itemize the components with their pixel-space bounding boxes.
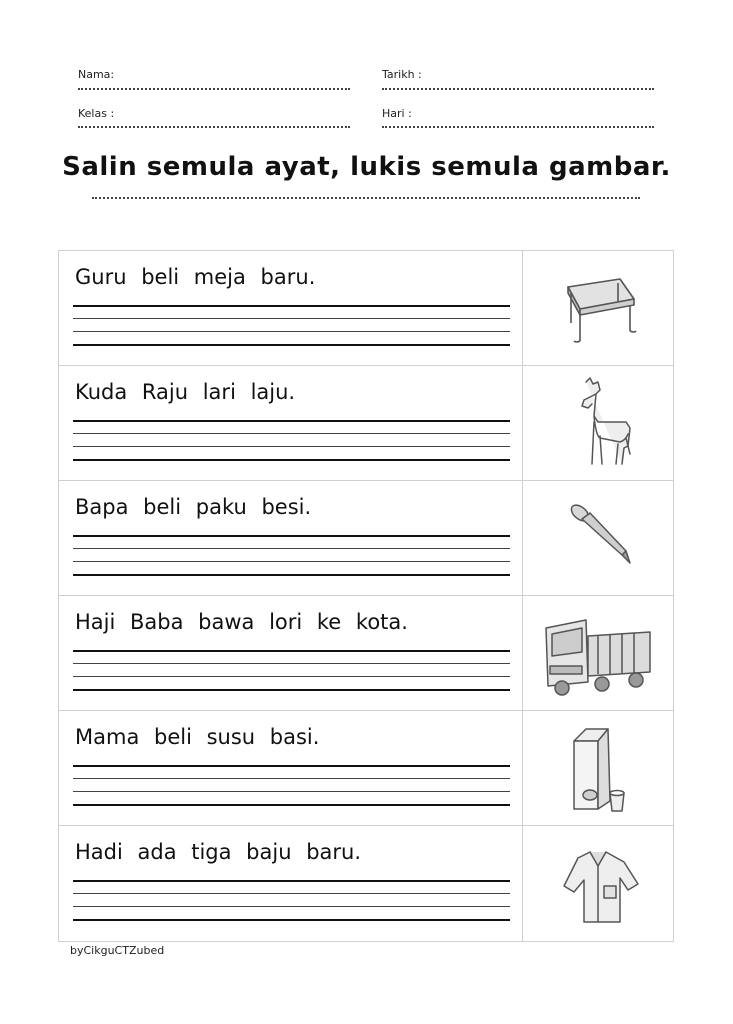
horse-icon	[538, 376, 658, 471]
lorry-icon	[538, 606, 658, 701]
worksheet-table	[58, 250, 674, 942]
writing-line[interactable]	[73, 548, 510, 549]
writing-line[interactable]	[73, 305, 510, 307]
sentence: Guru beli meja baru.	[75, 265, 316, 289]
writing-line[interactable]	[73, 420, 510, 422]
writing-cell	[59, 366, 523, 480]
date-label: Tarikh :	[382, 68, 422, 81]
date-field[interactable]	[382, 88, 654, 90]
day-field[interactable]	[382, 126, 654, 128]
sentence: Kuda Raju lari laju.	[75, 380, 296, 404]
writing-line[interactable]	[73, 676, 510, 677]
sentence: Bapa beli paku besi.	[75, 495, 312, 519]
writing-line[interactable]	[73, 906, 510, 907]
sentence: Haji Baba bawa lori ke kota.	[75, 610, 408, 634]
table-row	[59, 826, 673, 941]
writing-line[interactable]	[73, 893, 510, 894]
footer-credit: byCikguCTZubed	[70, 944, 165, 957]
class-field[interactable]	[78, 126, 350, 128]
writing-line[interactable]	[73, 331, 510, 332]
name-label: Nama:	[78, 68, 115, 81]
title-underline	[92, 197, 640, 199]
table-icon	[538, 261, 658, 356]
table-row	[59, 366, 673, 481]
milk-carton-icon	[538, 721, 658, 816]
sentence: Mama beli susu basi.	[75, 725, 320, 749]
writing-line[interactable]	[73, 459, 510, 461]
name-field[interactable]	[78, 88, 350, 90]
writing-line[interactable]	[73, 778, 510, 779]
writing-line[interactable]	[73, 318, 510, 319]
writing-cell	[59, 251, 523, 365]
writing-cell	[59, 711, 523, 825]
writing-line[interactable]	[73, 663, 510, 664]
writing-line[interactable]	[73, 919, 510, 921]
writing-line[interactable]	[73, 880, 510, 882]
class-label: Kelas :	[78, 107, 115, 120]
writing-line[interactable]	[73, 433, 510, 434]
writing-line[interactable]	[73, 650, 510, 652]
shirt-icon	[538, 836, 658, 931]
writing-cell	[59, 596, 523, 710]
writing-line[interactable]	[73, 791, 510, 792]
writing-line[interactable]	[73, 561, 510, 562]
sentence: Hadi ada tiga baju baru.	[75, 840, 362, 864]
writing-cell	[59, 826, 523, 941]
writing-line[interactable]	[73, 765, 510, 767]
page-title: Salin semula ayat, lukis semula gambar.	[62, 152, 671, 182]
table-row	[59, 596, 673, 711]
writing-line[interactable]	[73, 574, 510, 576]
writing-line[interactable]	[73, 689, 510, 691]
day-label: Hari :	[382, 107, 412, 120]
writing-line[interactable]	[73, 535, 510, 537]
writing-line[interactable]	[73, 344, 510, 346]
writing-cell	[59, 481, 523, 595]
nail-icon	[538, 491, 658, 586]
table-row	[59, 251, 673, 366]
table-row	[59, 711, 673, 826]
writing-line[interactable]	[73, 804, 510, 806]
table-row	[59, 481, 673, 596]
writing-line[interactable]	[73, 446, 510, 447]
